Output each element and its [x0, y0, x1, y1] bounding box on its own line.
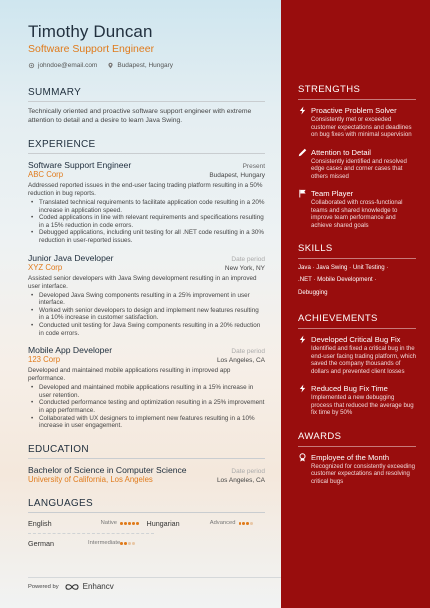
proficiency-dot — [250, 522, 253, 525]
proficiency-dot — [246, 522, 249, 525]
job-bullet: • Worked with senior developers to design and implement new features resulting in a 10% increase in customer satisfaction. — [28, 307, 265, 322]
job-bullet: • Conducted unit testing for Java Swing components resulting in a 20% reduction in code errors. — [28, 322, 265, 337]
job-date: Date period — [231, 348, 265, 356]
job-bullets — [28, 199, 265, 245]
job-bullet: • Developed Java Swing components resulting in a 25% improvement in user interface. — [28, 292, 265, 307]
email-icon — [28, 62, 35, 69]
medal-icon — [298, 453, 307, 462]
proficiency-dot — [120, 542, 123, 545]
email-text: johndoe@email.com — [38, 62, 98, 69]
language-dots — [239, 522, 254, 525]
job-description: Addressed reported issues in the end-user facing trading platform resulting in a 50% reduction in bug reports. — [28, 182, 263, 197]
languages-row — [28, 519, 265, 528]
achievement-title: Developed Critical Bug Fix — [311, 335, 401, 345]
language-dots — [120, 542, 135, 545]
strength-item — [298, 148, 416, 181]
location-item — [107, 62, 173, 69]
job-location: Budapest, Hungary — [209, 172, 265, 179]
job-date: Date period — [231, 255, 265, 263]
job-location: Los Angeles, CA — [216, 357, 265, 365]
achievement-description: Implemented a new debugging process that reduced the average bug fix time by 50% — [311, 394, 414, 417]
language-name: Hungarian — [146, 518, 180, 528]
candidate-name: Timothy Duncan — [28, 22, 153, 41]
job-description: Developed and maintained mobile applications resulting in improved app performance. — [28, 367, 231, 383]
language-level: Advanced — [209, 520, 236, 527]
strength-title: Proactive Problem Solver — [311, 106, 397, 115]
company-name: XYZ Corp — [28, 262, 63, 272]
brand-name: Enhancv — [82, 582, 114, 591]
location-pin-icon — [107, 62, 114, 69]
strengths-heading: STRENGTHS — [298, 84, 416, 100]
language-item — [147, 519, 266, 528]
lightning-icon — [298, 384, 307, 393]
achievement-description: Identified and fixed a critical bug in the end-user facing trading platform, which saved the company thousands of dollars and prevented client losses — [311, 345, 417, 375]
school-location: Los Angeles, CA — [216, 476, 265, 484]
job-bullet: • Collaborated with UX designers to implement new features resulting in a 10% increase in user engagement. — [28, 415, 265, 430]
languages-row — [28, 533, 154, 548]
school-name: University of California, Los Angeles — [28, 474, 153, 484]
job-bullets — [28, 384, 265, 430]
enhancv-logo-icon — [65, 583, 79, 591]
education-date: Date period — [231, 467, 265, 475]
experience-heading: EXPERIENCE — [28, 139, 265, 154]
job-title: Junior Java Developer — [28, 252, 114, 263]
strength-title: Team Player — [311, 189, 354, 198]
job-bullet: • Coded applications in line with relevant requirements and specifications resulting in a 15% reduction in code errors. — [28, 214, 265, 229]
job-bullet: • Translated technical requirements to facilitate application code resulting in a 20% increase in application speed. — [28, 199, 265, 214]
skills-heading: SKILLS — [298, 243, 416, 259]
achievement-title: Reduced Bug Fix Time — [311, 384, 388, 394]
job-bullet: • Conducted performance testing and optimization resulting in a 25% improvement in app performance. — [28, 399, 265, 414]
proficiency-dot — [128, 542, 131, 545]
proficiency-dot — [239, 522, 242, 525]
job-title: Software Support Engineer — [28, 160, 132, 170]
job-entry — [28, 160, 265, 245]
achievements-heading: ACHIEVEMENTS — [298, 313, 416, 329]
strength-description: Consistently met or exceeded customer expectations and deadlines on bug fixes with minimal supervision — [311, 116, 412, 138]
brand-logo[interactable] — [65, 582, 114, 591]
email-item[interactable] — [28, 62, 97, 69]
education-entry — [28, 465, 265, 484]
flag-icon — [298, 189, 307, 198]
job-bullets — [28, 292, 265, 338]
strength-description: Collaborated with cross-functional teams and shared knowledge to improve team performance and achieve shared goals — [311, 199, 403, 229]
award-title: Employee of the Month — [311, 452, 390, 462]
contact-info — [28, 62, 265, 69]
skills-line: Java · Java Swing · Unit Testing · — [298, 264, 389, 271]
achievement-item — [298, 335, 416, 375]
proficiency-dot — [136, 522, 139, 525]
job-location: New York, NY — [224, 264, 265, 272]
proficiency-dot — [132, 522, 135, 525]
location-text: Budapest, Hungary — [117, 62, 174, 69]
job-title: Mobile App Developer — [28, 345, 113, 356]
award-description: Recognized for consistently exceeding customer expectations and resolving critical bugs — [311, 462, 415, 485]
proficiency-dot — [132, 542, 135, 545]
strength-item — [298, 106, 416, 139]
language-item — [28, 539, 154, 548]
summary-heading: SUMMARY — [28, 87, 265, 102]
language-level: Intermediate — [88, 540, 121, 547]
language-name: English — [28, 518, 52, 528]
award-item — [298, 453, 416, 486]
summary-text: Technically oriented and proactive software support engineer with extreme attention to detail and a desire to learn Java Swing. — [28, 108, 252, 124]
company-name: ABC Corp — [28, 170, 64, 179]
job-date: Present — [242, 163, 265, 170]
job-description: Assisted senior developers with Java Swing development resulting in an improved user interface. — [28, 274, 257, 290]
skills-line: Debugging — [298, 288, 328, 296]
proficiency-dot — [124, 542, 127, 545]
proficiency-dot — [128, 522, 131, 525]
sidebar-column — [281, 0, 430, 608]
lightning-icon — [298, 106, 307, 115]
achievement-item — [298, 384, 416, 417]
strength-title: Attention to Detail — [311, 147, 371, 157]
awards-heading: AWARDS — [298, 431, 416, 447]
powered-by-label: Powered by — [28, 583, 59, 590]
language-level: Native — [100, 520, 117, 527]
language-item — [28, 519, 147, 528]
job-bullet: • Developed and maintained mobile applications resulting in a 15% increase in user retention. — [28, 384, 265, 399]
language-dots — [120, 522, 139, 525]
job-entry — [28, 345, 265, 430]
languages-heading: LANGUAGES — [28, 498, 265, 513]
skills-list — [298, 262, 416, 299]
skills-line: .NET · Mobile Development · — [298, 276, 377, 284]
education-heading: EDUCATION — [28, 444, 265, 459]
pen-icon — [298, 148, 307, 157]
degree-name: Bachelor of Science in Computer Science — [28, 464, 187, 475]
job-entry — [28, 253, 265, 338]
job-bullet: • Debugged applications, including unit testing for all .NET code resulting in a 30% reduction in user-reported issues. — [28, 229, 265, 244]
strength-item — [298, 189, 416, 229]
lightning-icon — [298, 335, 307, 344]
proficiency-dot — [120, 522, 123, 525]
strength-description: Consistently identified and resolved edge cases and corner cases that others missed — [311, 157, 407, 180]
candidate-title: Software Support Engineer — [28, 43, 155, 55]
language-name: German — [28, 538, 54, 548]
proficiency-dot — [124, 522, 127, 525]
proficiency-dot — [242, 522, 245, 525]
company-name: 123 Corp — [28, 355, 61, 365]
